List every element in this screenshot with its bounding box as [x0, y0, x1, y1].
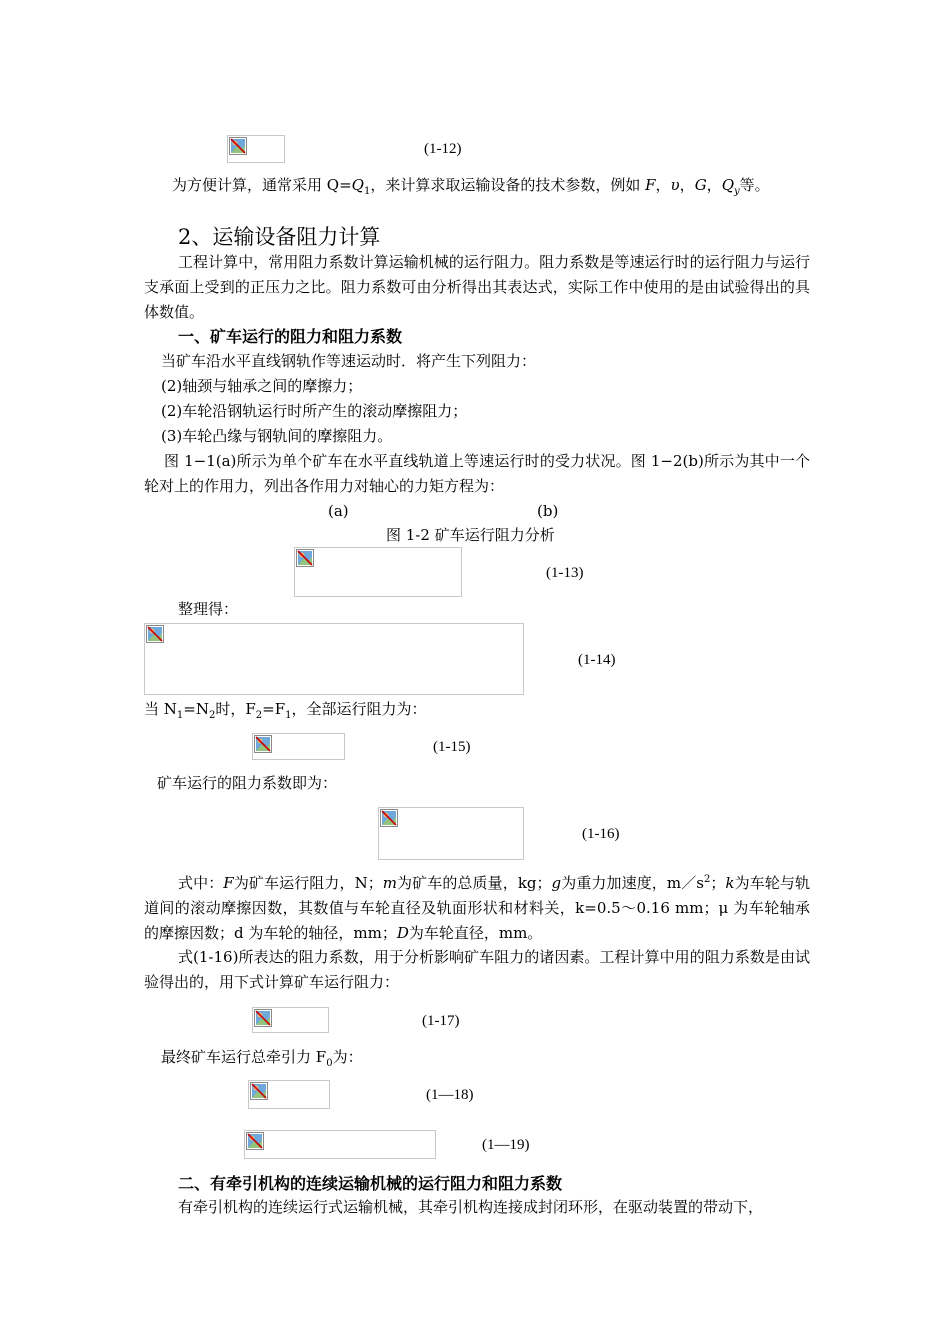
equation-number-1-17: (1-17)	[422, 1013, 460, 1029]
paragraph-rearranged: 整理得：	[178, 600, 239, 618]
equation-number-1-15: (1-15)	[433, 739, 471, 755]
broken-image-icon	[254, 735, 272, 753]
equation-image-1-16	[378, 807, 524, 860]
equation-image-1-15	[252, 733, 345, 760]
paragraph-total-resistance: 当 $N_1=N_2$时，$F_2=F_1$，全部运行阻力为：	[144, 700, 427, 721]
broken-image-icon	[380, 809, 398, 827]
broken-image-icon	[296, 549, 314, 567]
section-heading-resistance: 2、运输设备阻力计算	[178, 225, 381, 249]
subheading-mine-car: 一、矿车运行的阻力和阻力系数	[178, 327, 403, 346]
equation-number-1-19: (1—19)	[482, 1137, 530, 1153]
paragraph-total-traction: 最终矿车运行总牵引力 $F_0$为：	[161, 1048, 363, 1069]
paragraph-figure-description: 图 1−1(a)所示为单个矿车在水平直线轨道上等速运行时的受力状况。图 1−2(b)所示为其中一个轮对上的作用力，列出各作用力对轴心的力矩方程为：	[144, 452, 810, 495]
equation-image-1-14	[144, 623, 524, 695]
figure-caption: 图 1-2 矿车运行阻力分析	[386, 526, 555, 544]
paragraph-resistance-list-intro: 当矿车沿水平直线钢轨作等速运动时．将产生下列阻力：	[161, 352, 537, 370]
equation-image-1-17	[252, 1007, 329, 1033]
paragraph-variable-definitions: 式中：F为矿车运行阻力，N；m为矿车的总质量，kg；g为重力加速度，$m/s^2$；k为车轮与轨道间的滚动摩擦因数，其数值与车轮直径及轨面形状和材料关，k=0.5～0.16 mm；μ 为车轮轴承的摩擦因数；d 为车轮的轴径，mm；D为车轮直径，mm。	[144, 874, 810, 942]
paragraph-traction-conveyor: 有牵引机构的连续运行式运输机械，其牵引机构连接成封闭环形，在驱动装置的带动下，	[178, 1198, 764, 1216]
broken-image-icon	[246, 1132, 264, 1150]
paragraph-experimental-coefficient: 式(1-16)所表达的阻力系数，用于分析影响矿车阻力的诸因素。工程计算中用的阻力系数是由试验得出的，用下式计算矿车运行阻力：	[144, 948, 810, 991]
broken-image-icon	[254, 1009, 272, 1027]
paragraph-parameters: 为方便计算，通常采用 $Q=Q_1$，来计算求取运输设备的技术参数，例如 F，υ，G，$Q_y$等。	[172, 176, 770, 197]
equation-image-1-13	[294, 547, 462, 597]
broken-image-icon	[250, 1082, 268, 1100]
figure-label-b: (b)	[537, 502, 559, 520]
list-item: (2)轴颈与轴承之间的摩擦力；	[161, 377, 363, 395]
equation-number-1-13: (1-13)	[546, 565, 584, 581]
list-item: (2)车轮沿钢轨运行时所产生的滚动摩擦阻力；	[161, 402, 468, 420]
subheading-traction-conveyor: 二、有牵引机构的连续运输机械的运行阻力和阻力系数	[178, 1174, 563, 1193]
equation-image-1-18	[248, 1080, 330, 1109]
equation-number-1-18: (1—18)	[426, 1087, 474, 1103]
list-item: (3)车轮凸缘与钢轨间的摩擦阻力。	[161, 427, 393, 445]
broken-image-icon	[229, 137, 247, 155]
paragraph-resistance-intro: 工程计算中，常用阻力系数计算运输机械的运行阻力。阻力系数是等速运行时的运行阻力与运行支承面上受到的正压力之比。阻力系数可由分析得出其表达式，实际工作中使用的是由试验得出的具体数值。	[144, 253, 810, 321]
equation-image-1-12	[227, 135, 285, 163]
equation-number-1-16: (1-16)	[582, 826, 620, 842]
equation-number-1-14: (1-14)	[578, 652, 616, 668]
broken-image-icon	[146, 625, 164, 643]
equation-image-1-19	[244, 1130, 436, 1159]
figure-label-a: (a)	[328, 502, 349, 520]
equation-number-1-12: (1-12)	[424, 141, 462, 157]
paragraph-resistance-coefficient: 矿车运行的阻力系数即为：	[157, 774, 338, 792]
